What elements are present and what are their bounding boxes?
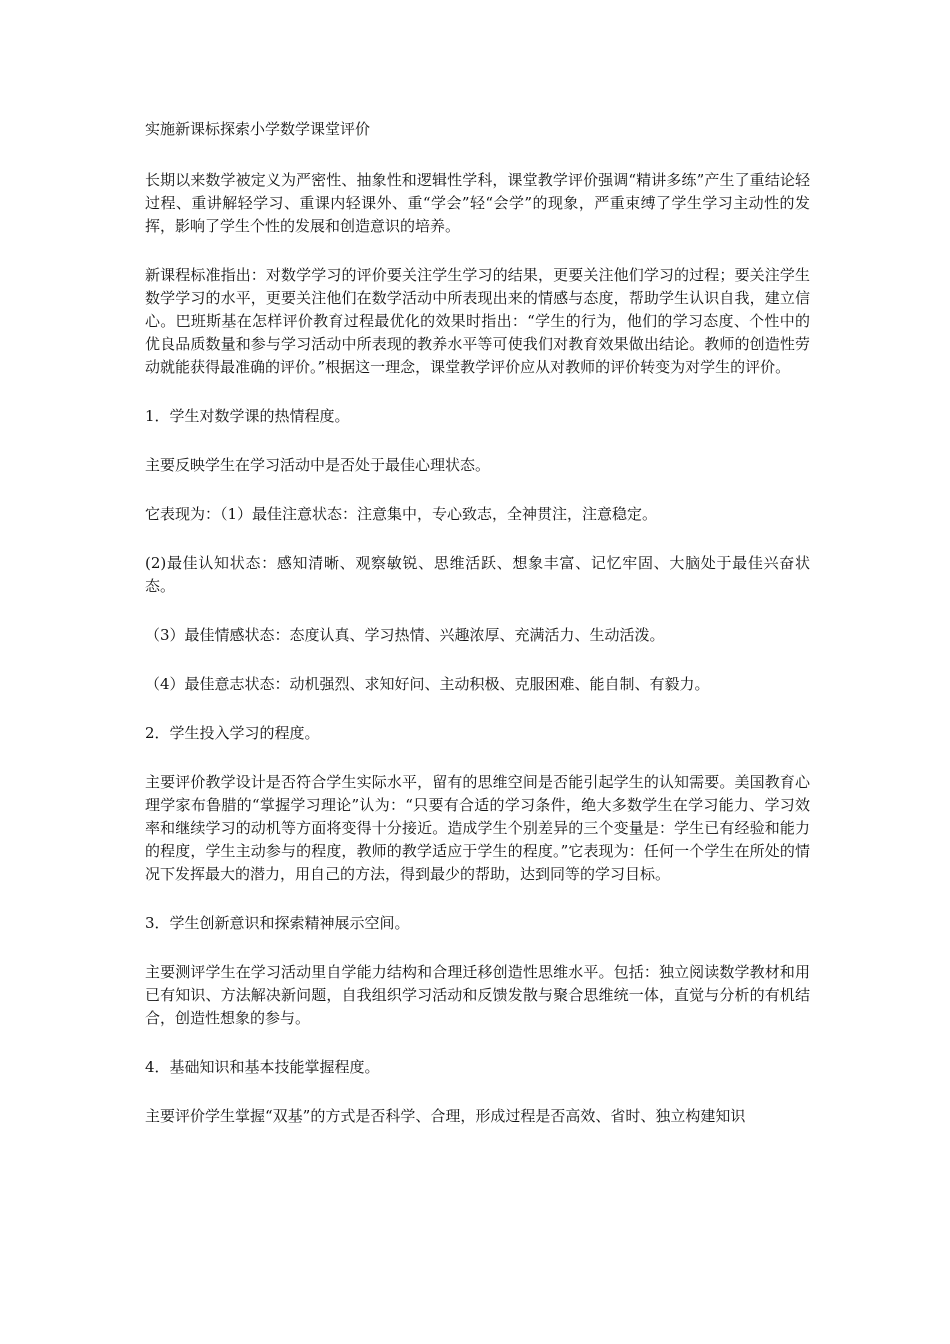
document-title: 实施新课标探索小学数学课堂评价 bbox=[145, 120, 371, 138]
section-heading-2: 2．学生投入学习的程度。 bbox=[145, 724, 320, 742]
paragraph: 主要评价学生掌握“双基”的方式是否科学、合理，形成过程是否高效、省时、独立构建知识 bbox=[145, 1107, 746, 1125]
paragraph: 主要评价教学设计是否符合学生实际水平，留有的思维空间是否能引起学生的认知需要。美国教育心理学家布鲁腊的“掌握学习理论”认为：“只要有合适的学习条件，绝大多数学生在学习能力、学习效率和继续学习的动机等方面将变得十分接近。造成学生个别差异的三个变量是：学生已有经验和能力的程度，学生主动参与的程度，教师的教学适应于学生的程度。”它表现为：任何一个学生在所处的情况下发挥最大的潜力，用自己的方法，得到最少的帮助，达到同等的学习目标。 bbox=[145, 773, 810, 883]
paragraph: 主要测评学生在学习活动里自学能力结构和合理迁移创造性思维水平。包括：独立阅读数学教材和用已有知识、方法解决新问题，自我组织学习活动和反馈发散与聚合思维统一体，直觉与分析的有机结合，创造性想象的参与。 bbox=[145, 963, 810, 1027]
paragraph: （4）最佳意志状态：动机强烈、求知好问、主动积极、克服困难、能自制、有毅力。 bbox=[145, 675, 710, 693]
paragraph: (2)最佳认知状态：感知清晰、观察敏锐、思维活跃、想象丰富、记忆牢固、大脑处于最佳兴奋状态。 bbox=[145, 554, 810, 595]
paragraph: 它表现为：（1）最佳注意状态：注意集中，专心致志，全神贯注，注意稳定。 bbox=[145, 505, 658, 523]
section-heading-1: 1．学生对数学课的热情程度。 bbox=[145, 407, 350, 425]
paragraph: （3）最佳情感状态：态度认真、学习热情、兴趣浓厚、充满活力、生动活泼。 bbox=[145, 626, 665, 644]
section-heading-3: 3．学生创新意识和探索精神展示空间。 bbox=[145, 914, 410, 932]
section-heading-4: 4．基础知识和基本技能掌握程度。 bbox=[145, 1058, 380, 1076]
paragraph-intro: 长期以来数学被定义为严密性、抽象性和逻辑性学科，课堂教学评价强调“精讲多练”产生了重结论轻过程、重讲解轻学习、重课内轻课外、重“学会”轻“会学”的现象，严重束缚了学生学习主动性的发挥，影响了学生个性的发展和创造意识的培养。 bbox=[145, 171, 810, 235]
paragraph-standard: 新课程标准指出：对数学学习的评价要关注学生学习的结果，更要关注他们学习的过程；要关注学生数学学习的水平，更要关注他们在数学活动中所表现出来的情感与态度，帮助学生认识自我，建立信心。巴班斯基在怎样评价教育过程最优化的效果时指出：“学生的行为，他们的学习态度、个性中的优良品质数量和参与学习活动中所表现的教养水平等可使我们对教育效果做出结论。教师的创造性劳动就能获得最准确的评价。”根据这一理念，课堂教学评价应从对教师的评价转变为对学生的评价。 bbox=[145, 266, 810, 376]
document-page bbox=[145, 118, 810, 1154]
paragraph: 主要反映学生在学习活动中是否处于最佳心理状态。 bbox=[145, 456, 491, 474]
